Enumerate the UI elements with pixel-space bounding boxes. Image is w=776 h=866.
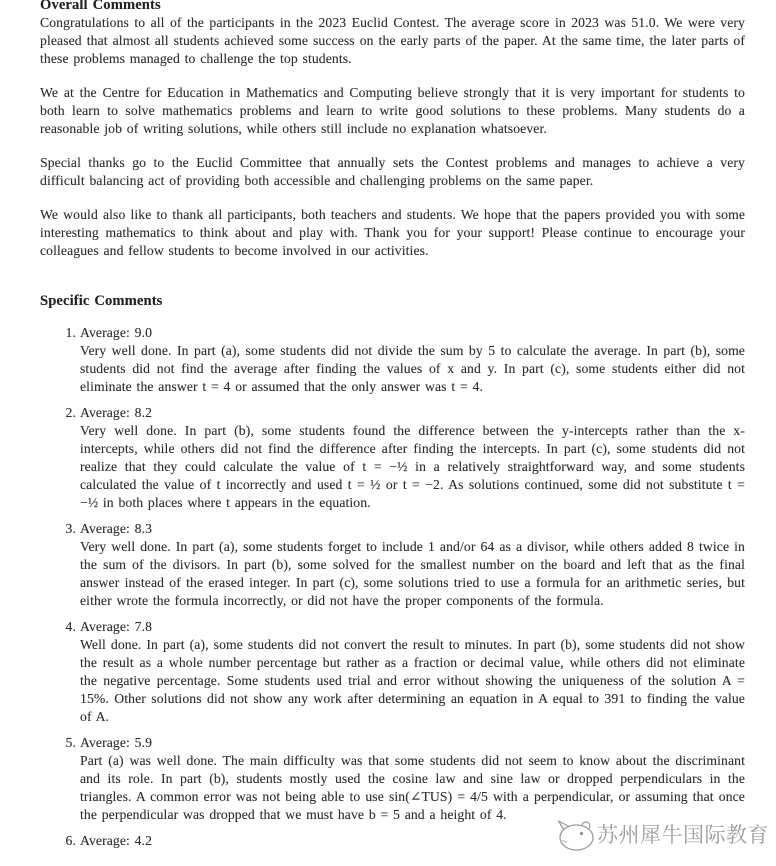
overall-paragraph-3: Special thanks go to the Euclid Committee that annually sets the Contest problems and manages to achieve a very difficult balancing act of providing both accessible and challenging problems on the same paper.: [40, 155, 745, 188]
average-label: Average: 5.9: [80, 735, 153, 750]
list-item-4: [40, 618, 745, 726]
average-label: Average: 8.2: [80, 405, 153, 420]
item-comment-text: Very well done. In part (a), some students did not divide the sum by 5 to calculate the average. In part (b), some students did not find the average after finding the values of x and y. In part (c), some students either did not eliminate the answer t = 4 or assumed that the only answer was t = 4.: [80, 343, 745, 394]
specific-comments-heading: Specific Comments: [40, 293, 163, 309]
average-label: Average: 4.2: [80, 833, 153, 848]
overall-paragraph-1: Congratulations to all of the participants in the 2023 Euclid Contest. The average score in 2023 was 51.0. We were very pleased that almost all students achieved some success on the early parts of the paper. At the same time, the later parts of these problems managed to challenge the top students.: [40, 15, 745, 66]
overall-comments-heading: Overall Comments: [40, 0, 161, 13]
overall-paragraph-4: We would also like to thank all participants, both teachers and students. We hope that the papers provided you with some interesting mathematics to think about and play with. Thank you for your support! Please continue to encourage your colleagues and fellow students to become involved in our activities.: [40, 207, 745, 258]
list-item-5: [40, 734, 745, 824]
list-item-number: 6.: [65, 833, 76, 848]
list-item-number: 4.: [65, 619, 76, 634]
average-label: Average: 9.0: [80, 325, 153, 340]
list-item-6: [40, 832, 745, 850]
list-item-2: [40, 404, 745, 512]
item-comment-text: Part (a) was well done. The main difficulty was that some students did not seem to know about the discriminant and its role. In part (b), students mostly used the cosine law and sine law or dropped perpendiculars in the triangles. A common error was not being able to use sin(∠TUS) = 4/5 with a perpendicular, or assuming that once the perpendicular was dropped that we must have b = 5 and a height of 4.: [80, 753, 745, 822]
list-item-number: 5.: [65, 735, 76, 750]
list-item-1: [40, 324, 745, 396]
list-item-3: [40, 520, 745, 610]
watermark-text: 苏州犀牛国际教育: [597, 823, 769, 847]
item-comment-text: Well done. In part (a), some students did not convert the result to minutes. In part (b), some students did not show the result as a whole number percentage but rather as a fraction or decimal value, while others did not eliminate the negative percentage. Some students used trial and error without showing the uniqueness of the solution A = 15%. Other solutions did not show any work after determining an equation in A equal to 391 to finding the value of A.: [80, 637, 745, 724]
overall-paragraph-2: We at the Centre for Education in Mathematics and Computing believe strongly that it is very important for students to both learn to solve mathematics problems and learn to write good solutions to these problems. Many students do a reasonable job of writing solutions, while others still include no explanation whatsoever.: [40, 85, 745, 136]
item-comment-text: Very well done. In part (a), some students forget to include 1 and/or 64 as a divisor, while others added 8 twice in the sum of the divisors. In part (b), some solved for the smallest number on the board and left that as the final answer instead of the erased integer. In part (c), some solutions tried to use a formula for an arithmetic series, but either wrote the formula incorrectly, or did not have the proper components of the formula.: [80, 539, 745, 608]
list-item-number: 3.: [65, 521, 76, 536]
average-label: Average: 7.8: [80, 619, 153, 634]
average-label: Average: 8.3: [80, 521, 153, 536]
document-page: [40, 0, 745, 858]
item-comment-text: Very well done. In part (b), some students found the difference between the y-intercepts rather than the x-intercepts, while others did not find the difference after finding the intercepts. In part (c), some students did not realize that they could calculate the value of t = −½ in a relatively straightforward way, and some students calculated the value of t incorrectly and used t = ½ or t = −2. As solutions continued, some did not substitute t = −½ in both places where t appears in the equation.: [80, 423, 745, 510]
list-item-number: 1.: [65, 325, 76, 340]
list-item-number: 2.: [65, 405, 76, 420]
